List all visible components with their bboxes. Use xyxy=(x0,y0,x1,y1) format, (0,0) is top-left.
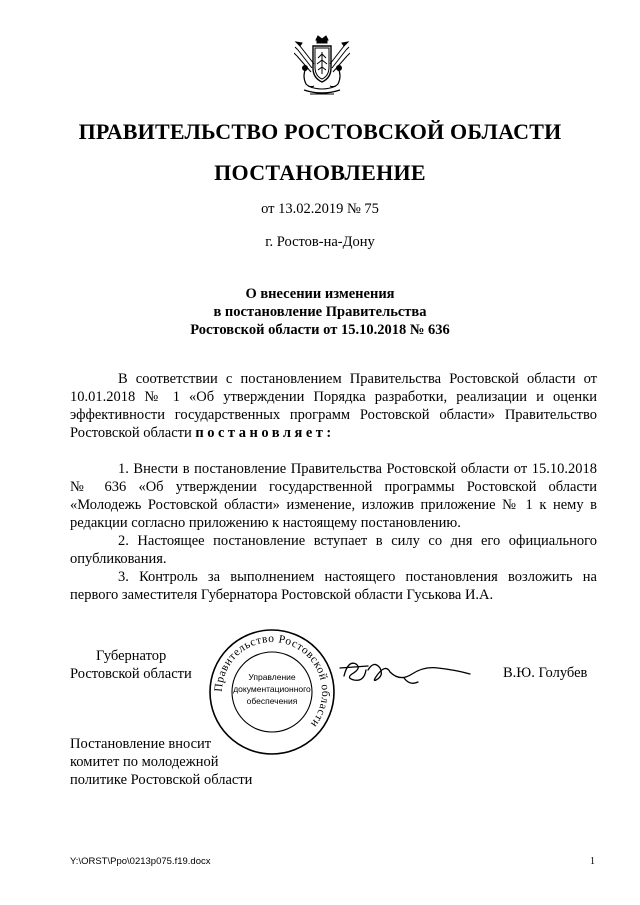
date-number: от 13.02.2019 № 75 xyxy=(261,201,379,217)
signer-title xyxy=(70,647,192,683)
signer-title-line: Ростовской области xyxy=(70,666,192,682)
file-path: Y:\ORST\Ppo\0213p075.f19.docx xyxy=(70,856,211,867)
document-subject xyxy=(0,285,640,339)
item-paragraph: 2. Настоящее постановление вступает в силу со дня его официального опубликования. xyxy=(70,533,597,567)
signer-title-line: Губернатор xyxy=(96,648,167,664)
signer-name: В.Ю. Голубев xyxy=(503,665,588,681)
introduced-by xyxy=(70,735,252,789)
introduced-by-line: Постановление вносит xyxy=(70,736,212,752)
stamp-inner-line: обеспечения xyxy=(246,696,298,706)
organization-title: ПРАВИТЕЛЬСТВО РОСТОВСКОЙ ОБЛАСТИ xyxy=(78,119,562,144)
preamble-paragraph xyxy=(70,370,597,442)
stamp-inner-line: Управление xyxy=(248,672,296,682)
stamp-inner-line: документационного xyxy=(233,684,311,694)
page-number: 1 xyxy=(590,856,595,867)
subject-line: в постановление Правительства xyxy=(213,304,427,320)
handwritten-signature-icon xyxy=(338,656,474,688)
resolves-word: постановляет: xyxy=(195,425,335,441)
subject-line: Ростовской области от 15.10.2018 № 636 xyxy=(190,322,450,338)
stamp-ring-text: Правительство Ростовской области xyxy=(212,632,332,730)
introduced-by-line: комитет по молодежной xyxy=(70,754,219,770)
preamble-text: В соответствии с постановлением Правительства Ростовской области от 10.01.2018 № 1 «Об утверждении Порядка разработки, реализации и оценки эффективности государственных программ Ростовской области» Правительство Ростовской области xyxy=(70,371,597,441)
item-paragraph: 1. Внести в постановление Правительства Ростовской области от 15.10.2018 № 636 «Об утверждении государственной программы Ростовской области «Молодежь Ростовской области» изменение, изложив приложение № 1 к нему в редакции согласно приложению к настоящему постановлению. xyxy=(70,461,597,531)
document-type: ПОСТАНОВЛЕНИЕ xyxy=(214,160,426,185)
subject-line: О внесении изменения xyxy=(245,286,395,302)
coat-of-arms-icon xyxy=(294,34,350,98)
item-paragraph: 3. Контроль за выполнением настоящего постановления возложить на первого заместителя Губернатора Ростовской области Гуськова И.А. xyxy=(70,569,597,603)
introduced-by-line: политике Ростовской области xyxy=(70,772,253,788)
city: г. Ростов-на-Дону xyxy=(265,234,375,250)
